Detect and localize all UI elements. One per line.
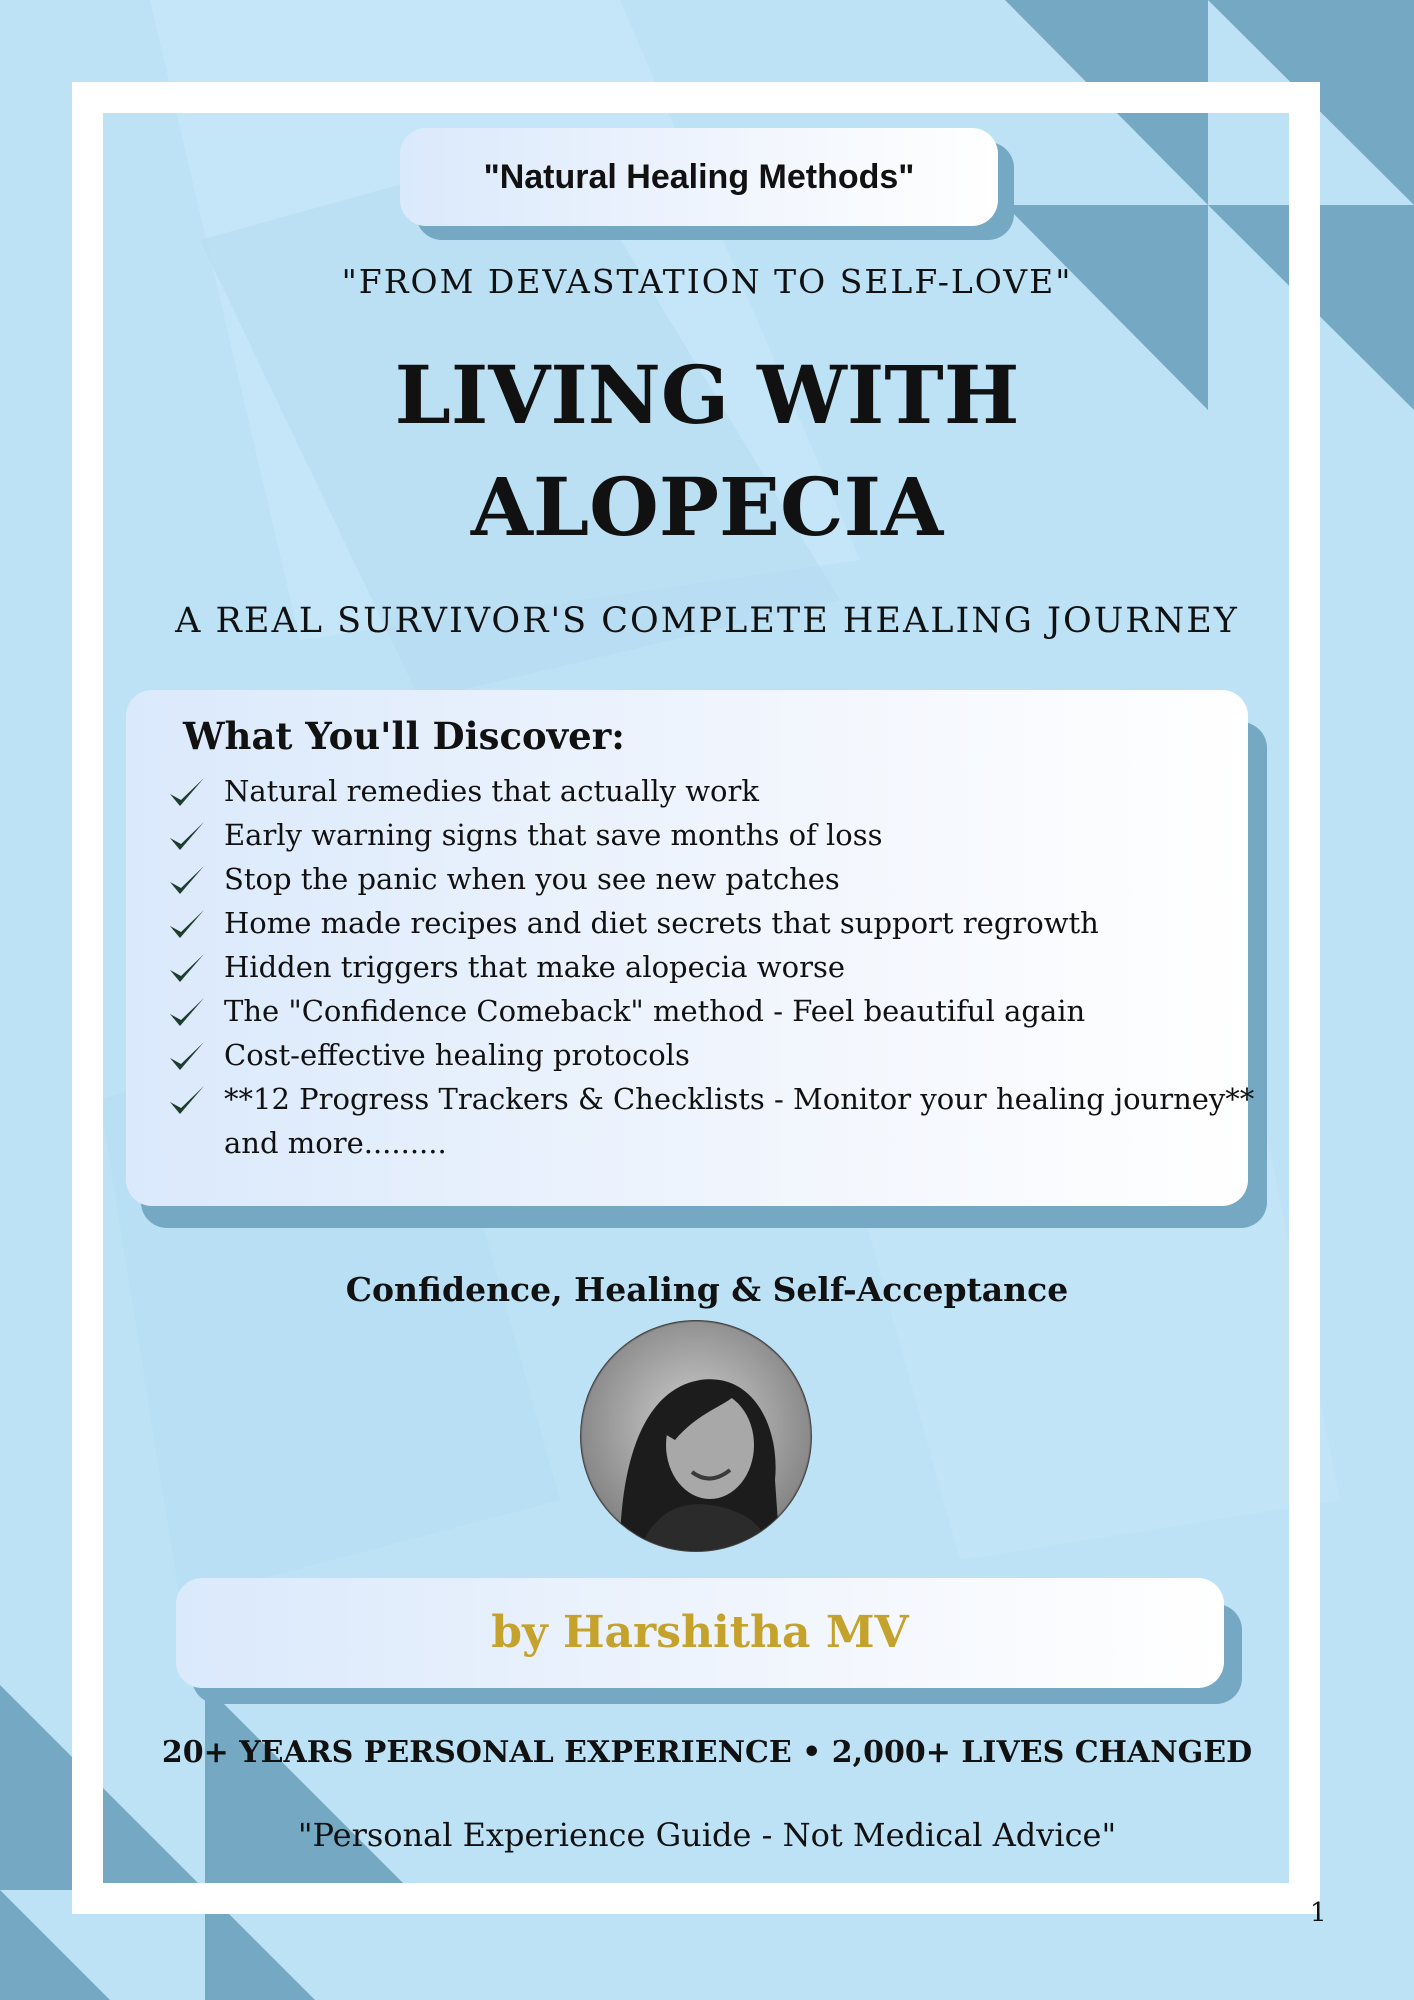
check-icon — [166, 1080, 208, 1122]
author-photo — [580, 1320, 812, 1552]
list-item — [224, 1082, 1254, 1116]
list-item-text: Natural remedies that actually work — [224, 774, 759, 808]
discover-heading: What You'll Discover: — [183, 714, 625, 758]
check-icon — [166, 992, 208, 1034]
disclaimer-text: "Personal Experience Guide - Not Medical Advice" — [297, 1816, 1117, 1854]
list-item-text: **12 Progress Trackers & Checklists - Monitor your healing journey** — [224, 1082, 1255, 1116]
page-number: 1 — [1310, 1898, 1327, 1928]
list-item — [224, 862, 840, 896]
check-icon — [166, 772, 208, 814]
list-item-text: The "Confidence Comeback" method - Feel beautiful again — [224, 994, 1086, 1028]
list-item-text: Early warning signs that save months of loss — [224, 818, 883, 852]
subtitle-text: A REAL SURVIVOR'S COMPLETE HEALING JOURNEY — [175, 601, 1239, 641]
list-item-text: Stop the panic when you see new patches — [224, 862, 840, 896]
author-name: by Harshitha MV — [491, 1607, 909, 1658]
stats-text: 20+ YEARS PERSONAL EXPERIENCE • 2,000+ LIVES CHANGED — [161, 1735, 1253, 1770]
list-item — [224, 1038, 690, 1072]
list-item-text: Home made recipes and diet secrets that support regrowth — [224, 906, 1099, 940]
list-item — [224, 906, 1099, 940]
list-item-text: Hidden triggers that make alopecia worse — [224, 950, 845, 984]
check-icon — [166, 860, 208, 902]
title-line-2: ALOPECIA — [470, 460, 944, 554]
list-item — [224, 818, 883, 852]
title-line-1: LIVING WITH — [394, 348, 1020, 442]
list-item — [224, 950, 845, 984]
tagline-pill — [400, 128, 998, 226]
check-icon — [166, 904, 208, 946]
discover-card — [126, 690, 1255, 1206]
list-item-more — [224, 1126, 447, 1160]
confidence-heading: Confidence, Healing & Self-Acceptance — [345, 1270, 1069, 1309]
author-pill — [176, 1578, 1224, 1688]
more-text: and more......... — [224, 1126, 447, 1160]
check-icon — [166, 816, 208, 858]
tagline-text: "Natural Healing Methods" — [483, 158, 915, 196]
list-item — [224, 774, 759, 808]
list-item — [224, 994, 1085, 1028]
check-icon — [166, 1036, 208, 1078]
list-item-text: Cost-effective healing protocols — [224, 1038, 690, 1072]
kicker-text: "FROM DEVASTATION TO SELF-LOVE" — [341, 262, 1073, 301]
check-icon — [166, 948, 208, 990]
